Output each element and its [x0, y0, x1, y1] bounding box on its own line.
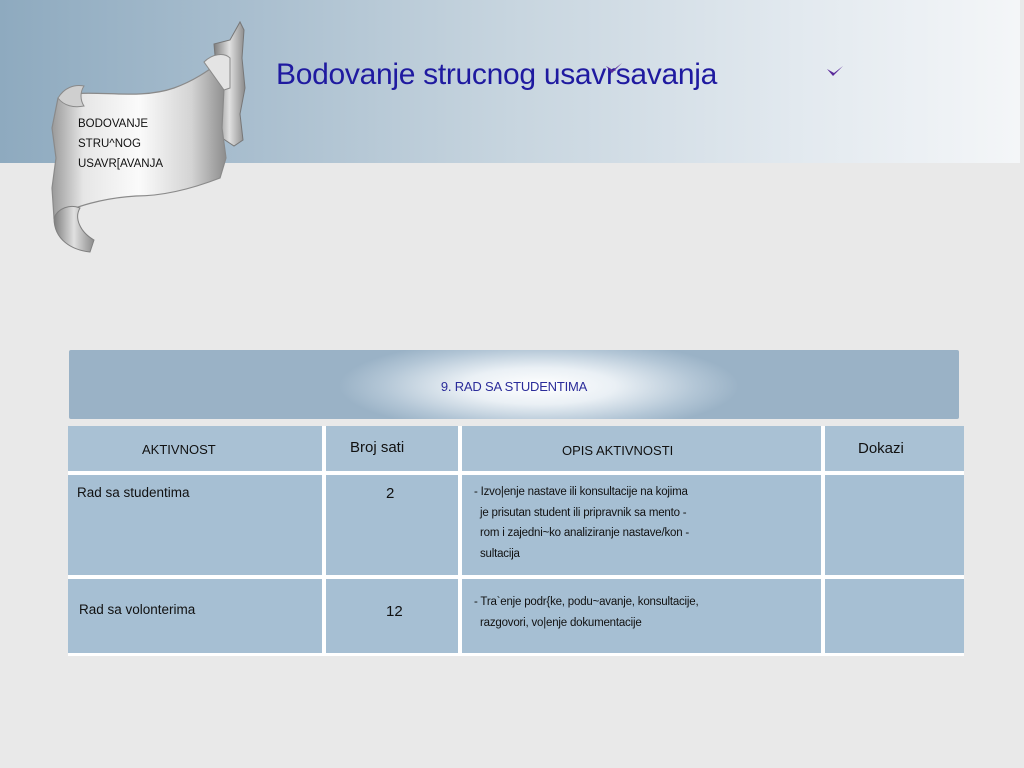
row-description-line: je prisutan student ili pripravnik sa mento - [480, 506, 687, 519]
column-header-evidence: Dokazi [858, 440, 904, 457]
row-hours: 2 [386, 485, 395, 502]
row-hours: 12 [386, 603, 403, 620]
row-description-line: rom i zajedni~ko analiziranje nastave/kon - [480, 527, 690, 539]
checkmark-bullet-icon [826, 65, 844, 79]
row-description-line: - Izvo|enje nastave ili konsultacije na kojima [474, 486, 688, 498]
section-header [69, 350, 959, 419]
table-cell [825, 475, 964, 575]
row-description-line: sultacija [480, 547, 520, 560]
row-description-line: - Tra`enje podr{ke, podu~avanje, konsultacije, [474, 596, 699, 608]
checkmark-bullet-icon [605, 62, 623, 76]
section-heading: 9. RAD SA STUDENTIMA [440, 379, 588, 394]
slide-title: Bodovanje strucnog usavrsavanja [276, 58, 717, 91]
scroll-banner [44, 18, 254, 258]
column-header-activity: AKTIVNOST [142, 442, 216, 457]
column-header-hours: Broj sati [350, 439, 405, 456]
row-description-line: razgovori, vo|enje dokumentacije [480, 616, 642, 629]
activity-table [68, 426, 964, 656]
scroll-text [78, 114, 163, 174]
table-cell [825, 579, 964, 653]
scroll-line: STRU^NOG [78, 138, 141, 150]
row-activity: Rad sa volonterima [79, 602, 196, 617]
column-header-description: OPIS AKTIVNOSTI [562, 443, 674, 458]
scroll-line: USAVR[AVANJA [78, 158, 163, 170]
scroll-line: BODOVANJE [78, 118, 149, 130]
row-activity: Rad sa studentima [77, 485, 190, 500]
